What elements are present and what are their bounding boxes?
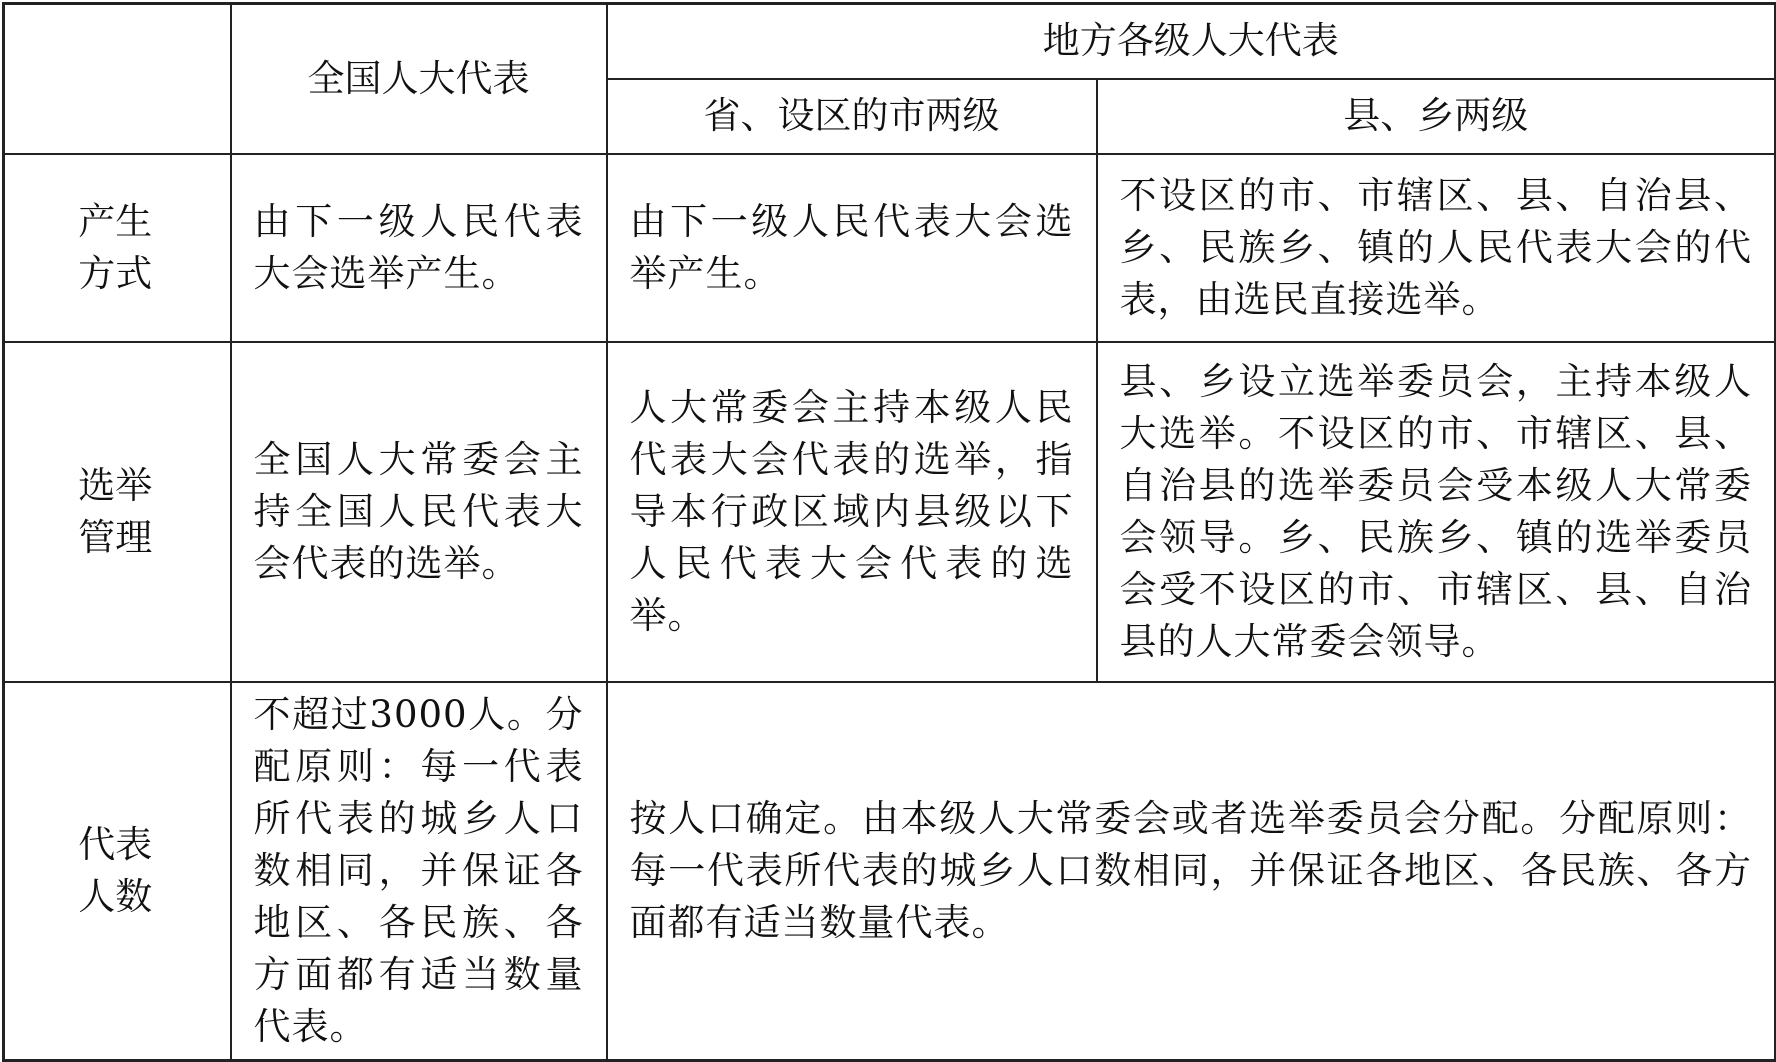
cell-generation-provincial: 由下一级人民代表大会选举产生。 [607, 154, 1097, 342]
row-label-text: 代表人数 [78, 822, 153, 918]
cell-generation-county: 不设区的市、市辖区、县、自治县、乡、民族乡、镇的人民代表大会的代表，由选民直接选举。 [1097, 154, 1776, 342]
row-label-text: 产生方式 [78, 199, 153, 295]
table-row-quota [4, 682, 1776, 1061]
cell-management-national: 全国人大常委会主持全国人民代表大会代表的选举。 [231, 342, 607, 682]
table-row-generation [4, 154, 1776, 342]
header-provincial: 省、设区的市两级 [607, 79, 1097, 154]
corner-cell [4, 4, 231, 154]
header-national: 全国人大代表 [231, 4, 607, 154]
header-county: 县、乡两级 [1097, 79, 1776, 154]
row-label-text: 选举管理 [78, 463, 153, 559]
cell-management-county: 县、乡设立选举委员会，主持本级人大选举。不设区的市、市辖区、县、自治县的选举委员会受本级人大常委会领导。乡、民族乡、镇的选举委员会受不设区的市、市辖区、县、自治县的人大常委会领导。 [1097, 342, 1776, 682]
row-label-quota [4, 682, 231, 1061]
table-row-management [4, 342, 1776, 682]
row-label-management [4, 342, 231, 682]
cell-quota-local: 按人口确定。由本级人大常委会或者选举委员会分配。分配原则：每一代表所代表的城乡人口数相同，并保证各地区、各民族、各方面都有适当数量代表。 [607, 682, 1776, 1061]
header-row-1 [4, 4, 1776, 79]
nps-deputy-comparison-table [2, 2, 1776, 1062]
cell-quota-national: 不超过3000人。分配原则：每一代表所代表的城乡人口数相同，并保证各地区、各民族、各方面都有适当数量代表。 [231, 682, 607, 1061]
cell-management-provincial: 人大常委会主持本级人民代表大会代表的选举，指导本行政区域内县级以下人民代表大会代表的选举。 [607, 342, 1097, 682]
cell-generation-national: 由下一级人民代表大会选举产生。 [231, 154, 607, 342]
header-local-group: 地方各级人大代表 [607, 4, 1776, 79]
row-label-generation [4, 154, 231, 342]
